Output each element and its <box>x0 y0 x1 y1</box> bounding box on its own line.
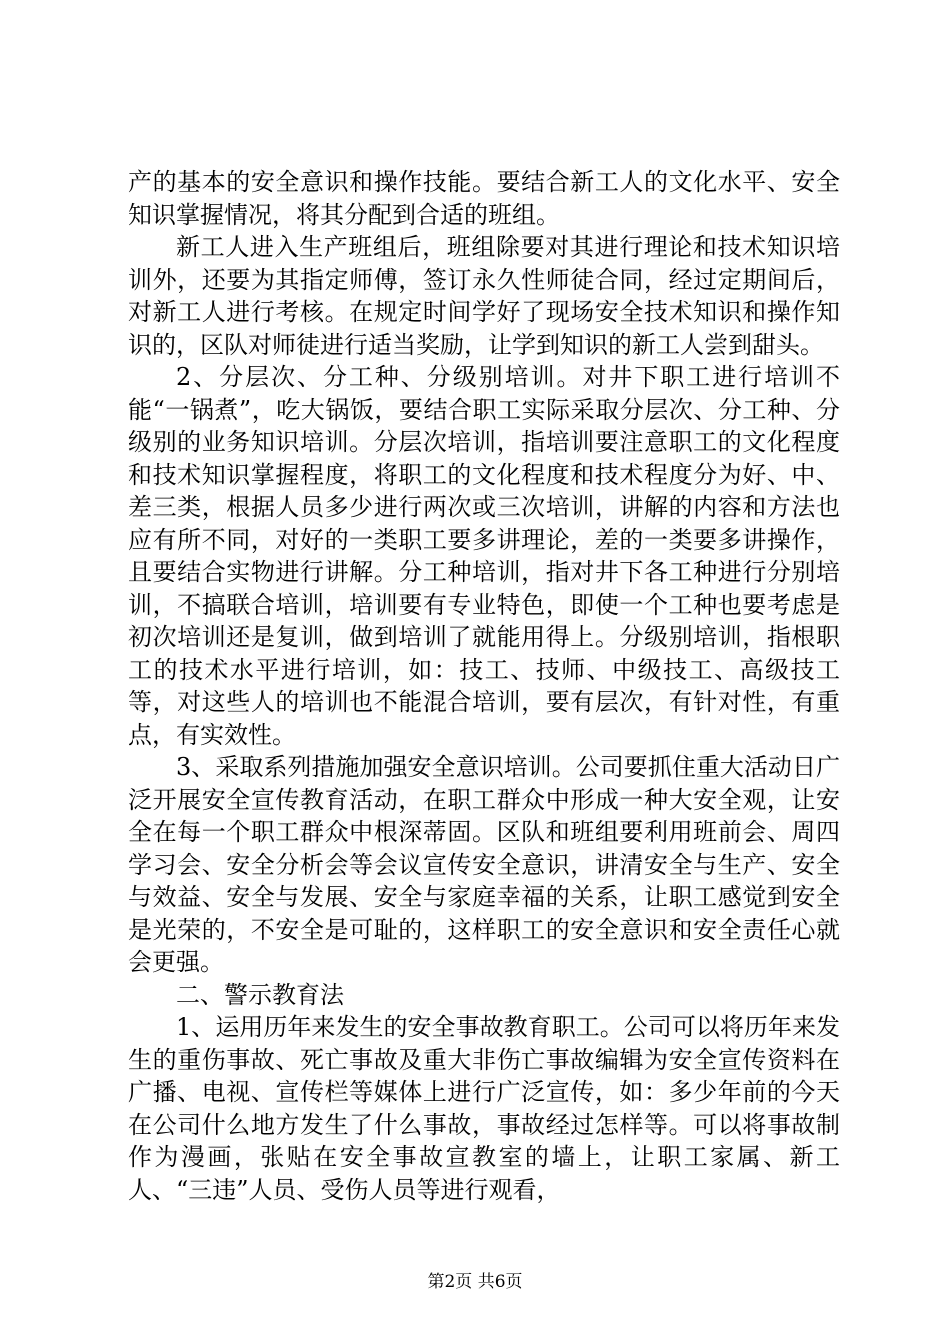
page-footer: 第2页 共6页 <box>427 1272 523 1292</box>
paragraph-3: 2、分层次、分工种、分级别培训。对井下职工进行培训不能“一锅煮”，吃大锅饭，要结合职工实际采取分层次、分工种、分级别的业务知识培训。分层次培训，指培训要注意职工的文化程度和技术知识掌握程度，将职工的文化程度和技术程度分为好、中、差三类，根据人员多少进行两次或三次培训，讲解的内容和方法也应有所不同，对好的一类职工要多讲理论，差的一类要多讲操作，且要结合实物进行讲解。分工种培训，指对井下各工种进行分别培训，不搞联合培训，培训要有专业特色，即使一个工种也要考虑是初次培训还是复训，做到培训了就能用得上。分级别培训，指根职工的技术水平进行培训，如：技工、技师、中级技工、高级技工等，对这些人的培训也不能混合培训，要有层次，有针对性，有重点，有实效性。 <box>128 363 840 749</box>
document-body <box>128 166 840 1206</box>
paragraph-4: 3、采取系列措施加强安全意识培训。公司要抓住重大活动日广泛开展安全宣传教育活动，在职工群众中形成一种大安全观，让安全在每一个职工群众中根深蒂固。区队和班组要利用班前会、周四学习会、安全分析会等会议宣传安全意识，讲清安全与生产、安全与效益、安全与发展、安全与家庭幸福的关系，让职工感觉到安全是光荣的，不安全是可耻的，这样职工的安全意识和安全责任心就会更强。 <box>128 753 840 976</box>
section-heading: 二、警示教育法 <box>176 980 344 1009</box>
paragraph-5: 1、运用历年来发生的安全事故教育职工。公司可以将历年来发生的重伤事故、死亡事故及重大非伤亡事故编辑为安全宣传资料在广播、电视、宣传栏等媒体上进行广泛宣传，如：多少年前的今天在公司什么地方发生了什么事故，事故经过怎样等。可以将事故制作为漫画，张贴在安全事故宣教室的墙上，让职工家属、新工人、“三违”人员、受伤人员等进行观看， <box>128 1013 840 1204</box>
paragraph-2: 新工人进入生产班组后，班组除要对其进行理论和技术知识培训外，还要为其指定师傅，签订永久性师徒合同，经过定期间后，对新工人进行考核。在规定时间学好了现场安全技术知识和操作知识的，区队对师徒进行适当奖励，让学到知识的新工人尝到甜头。 <box>128 233 840 359</box>
paragraph-1: 产的基本的安全意识和操作技能。要结合新工人的文化水平、安全知识掌握情况，将其分配到合适的班组。 <box>128 168 840 229</box>
